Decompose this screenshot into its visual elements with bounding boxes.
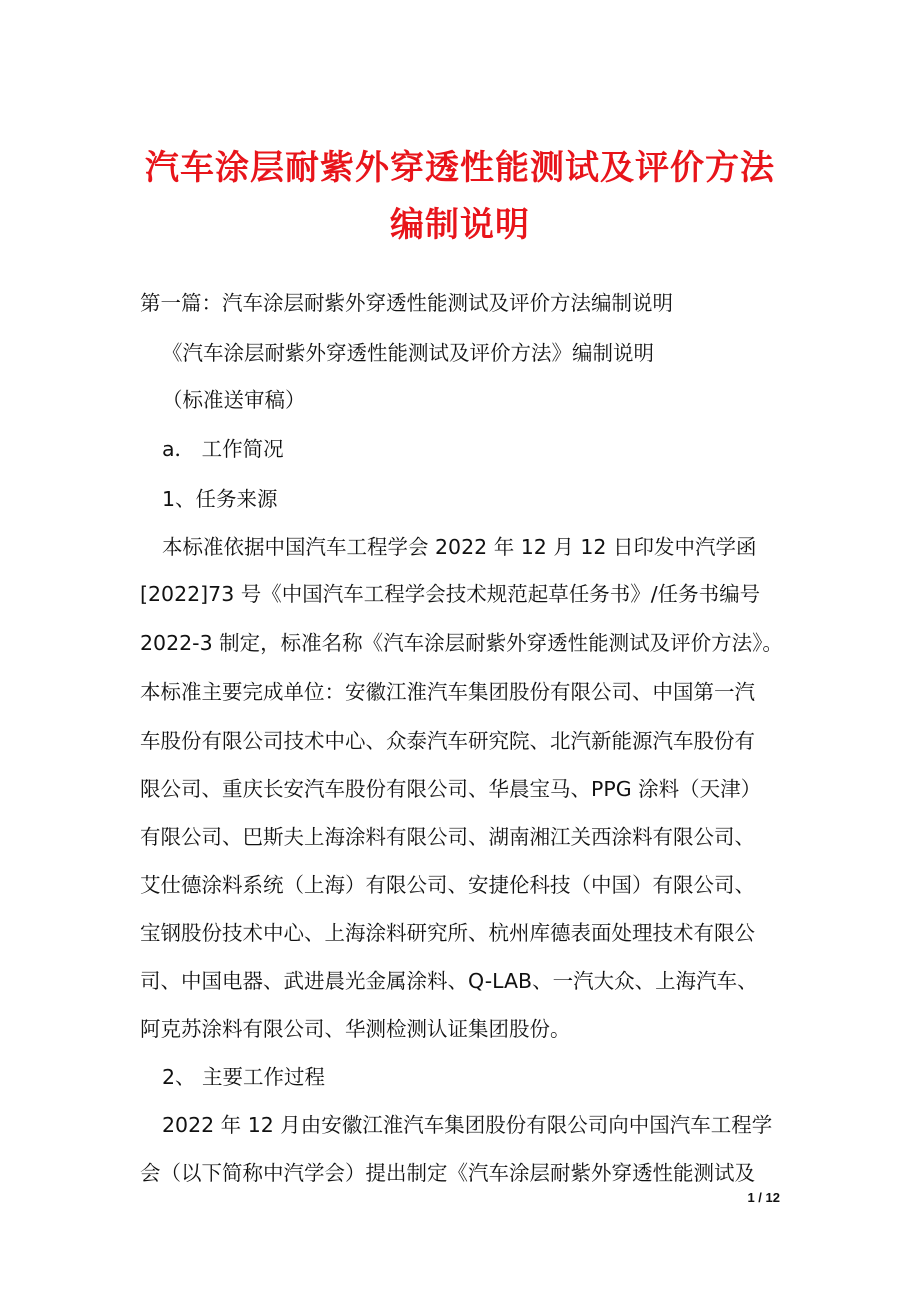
page-number: 1 / 12 [747,1190,780,1205]
section-heading-work-overview: a． 工作简况 [162,437,284,461]
draft-status: （标准送审稿） [162,388,306,412]
document-title-line-2: 编制说明 [390,205,530,245]
paragraph-line: 会（以下简称中汽学会）提出制定《汽车涂层耐紫外穿透性能测试及 [140,1161,755,1185]
document-title-line-1: 汽车涂层耐紫外穿透性能测试及评价方法 [145,148,775,188]
paragraph-line: 本标准依据中国汽车工程学会 2022 年 12 月 12 日印发中汽学函 [162,535,757,559]
paragraph-line: 2022 年 12 月由安徽江淮汽车集团股份有限公司向中国汽车工程学 [162,1113,773,1137]
document-subtitle: 《汽车涂层耐紫外穿透性能测试及评价方法》编制说明 [162,341,654,365]
paragraph-line: 车股份有限公司技术中心、众泰汽车研究院、北汽新能源汽车股份有 [140,729,755,753]
paragraph-line: 宝钢股份技术中心、上海涂料研究所、杭州库德表面处理技术有限公 [140,921,755,945]
paragraph-line: [2022]73 号《中国汽车工程学会技术规范起草任务书》/任务书编号 [140,582,761,606]
subsection-heading-main-process: 2、 主要工作过程 [162,1065,326,1089]
paragraph-line: 司、中国电器、武进晨光金属涂料、Q-LAB、一汽大众、上海汽车、 [140,969,758,993]
paragraph-line: 阿克苏涂料有限公司、华测检测认证集团股份。 [140,1017,571,1041]
paragraph-line: 有限公司、巴斯夫上海涂料有限公司、湖南湘江关西涂料有限公司、 [140,825,755,849]
paragraph-line: 艾仕德涂料系统（上海）有限公司、安捷伦科技（中国）有限公司、 [140,873,755,897]
paragraph-line: 2022-3 制定，标准名称《汽车涂层耐紫外穿透性能测试及评价方法》。 [140,631,783,655]
subsection-heading-task-source: 1、任务来源 [162,487,278,511]
paragraph-line: 本标准主要完成单位：安徽江淮汽车集团股份有限公司、中国第一汽 [140,680,755,704]
section-heading-first-part: 第一篇：汽车涂层耐紫外穿透性能测试及评价方法编制说明 [140,291,673,315]
paragraph-line: 限公司、重庆长安汽车股份有限公司、华晨宝马、PPG 涂料（天津） [140,777,762,801]
